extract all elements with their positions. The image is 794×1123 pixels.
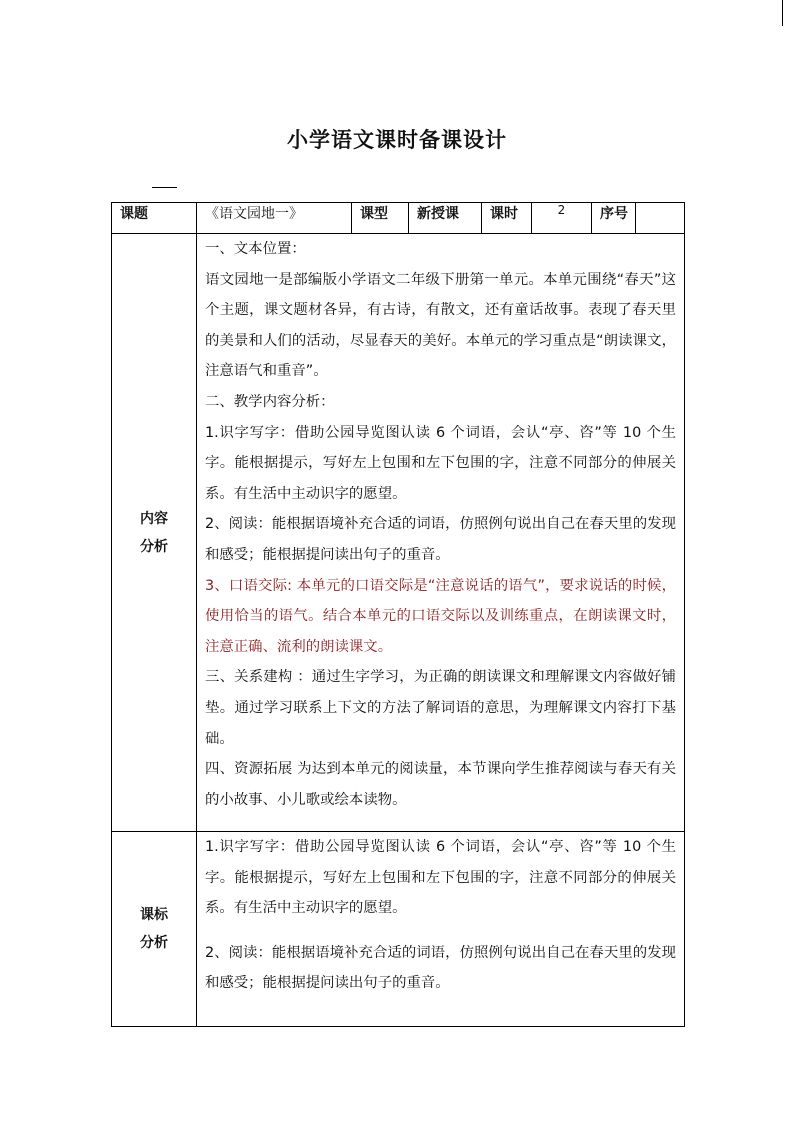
short-underline-rule — [152, 187, 177, 188]
type-label: 课型 — [352, 203, 409, 234]
sequence-value — [636, 203, 685, 234]
reading-item: 2、阅读：能根据语境补充合适的词语，仿照例句说出自己在春天里的发现和感受；能根据提问读出句子的重音。 — [205, 516, 676, 563]
hours-value: 2 — [532, 203, 592, 234]
literacy-item: 1.识字写字：借助公园导览图认读 6 个词语，会认“亭、咨”等 10 个生字。能根据提示，写好左上包围和左下包围的字，注意不同部分的伸展关系。有生活中主动识字的愿望。 — [205, 424, 676, 502]
relationship-item: 三、关系建构 ：通过生字学习，为正确的朗读课文和理解课文内容做好铺垫。通过学习联系上下文的方法了解词语的意思，为理解课文内容打下基础。 — [205, 669, 676, 747]
page-title: 小学语文课时备课设计 — [287, 128, 507, 152]
standard-analysis-body — [197, 832, 685, 1027]
content-analysis-heading: 二、教学内容分析： — [205, 393, 335, 410]
corner-crop-mark — [782, 0, 783, 26]
header-row — [112, 203, 685, 234]
content-analysis-label-line2: 分析 — [140, 538, 168, 555]
standard-reading-item: 2、阅读：能根据语境补充合适的词语，仿照例句说出自己在春天里的发现和感受；能根据提问读出句子的重音。 — [205, 944, 676, 992]
type-value: 新授课 — [409, 203, 482, 234]
oral-communication-item: 3、口语交际: 本单元的口语交际是“注意说话的语气”，要求说话的时候，使用恰当的语气。结合本单元的口语交际以及训练重点，在朗读课文时，注意正确、流利的朗读课文。 — [205, 577, 676, 655]
paragraph-gap — [205, 924, 676, 938]
lesson-plan-table — [111, 202, 685, 1027]
resource-extension-item: 四、资源拓展 为达到本单元的阅读量，本节课向学生推荐阅读与春天有关的小故事、小儿歌或绘本读物。 — [205, 761, 676, 808]
topic-value: 《语文园地一》 — [197, 203, 352, 234]
content-analysis-row — [112, 234, 685, 832]
content-analysis-label — [112, 234, 197, 832]
standard-analysis-label — [112, 832, 197, 1027]
content-analysis-body — [197, 234, 685, 832]
topic-label: 课题 — [112, 203, 197, 234]
standard-analysis-label-line1: 课标 — [140, 907, 168, 923]
standard-analysis-label-line2: 分析 — [140, 935, 168, 951]
sequence-label: 序号 — [592, 203, 636, 234]
standard-literacy-item: 1.识字写字：借助公园导览图认读 6 个词语，会认“亭、咨”等 10 个生字。能根据提示，写好左上包围和左下包围的字，注意不同部分的伸展关系。有生活中主动识字的愿望。 — [205, 839, 676, 917]
text-position-paragraph: 语文园地一是部编版小学语文二年级下册第一单元。本单元围绕“春天”这个主题，课文题材各异，有古诗，有散文，还有童话故事。表现了春天里的美景和人们的活动，尽显春天的美好。本单元的学习重点是“朗读课文，注意语气和重音”。 — [205, 271, 676, 380]
standard-analysis-row — [112, 832, 685, 1027]
hours-label: 课时 — [482, 203, 532, 234]
content-analysis-label-line1: 内容 — [140, 510, 168, 527]
text-position-heading: 一、文本位置： — [205, 241, 306, 257]
